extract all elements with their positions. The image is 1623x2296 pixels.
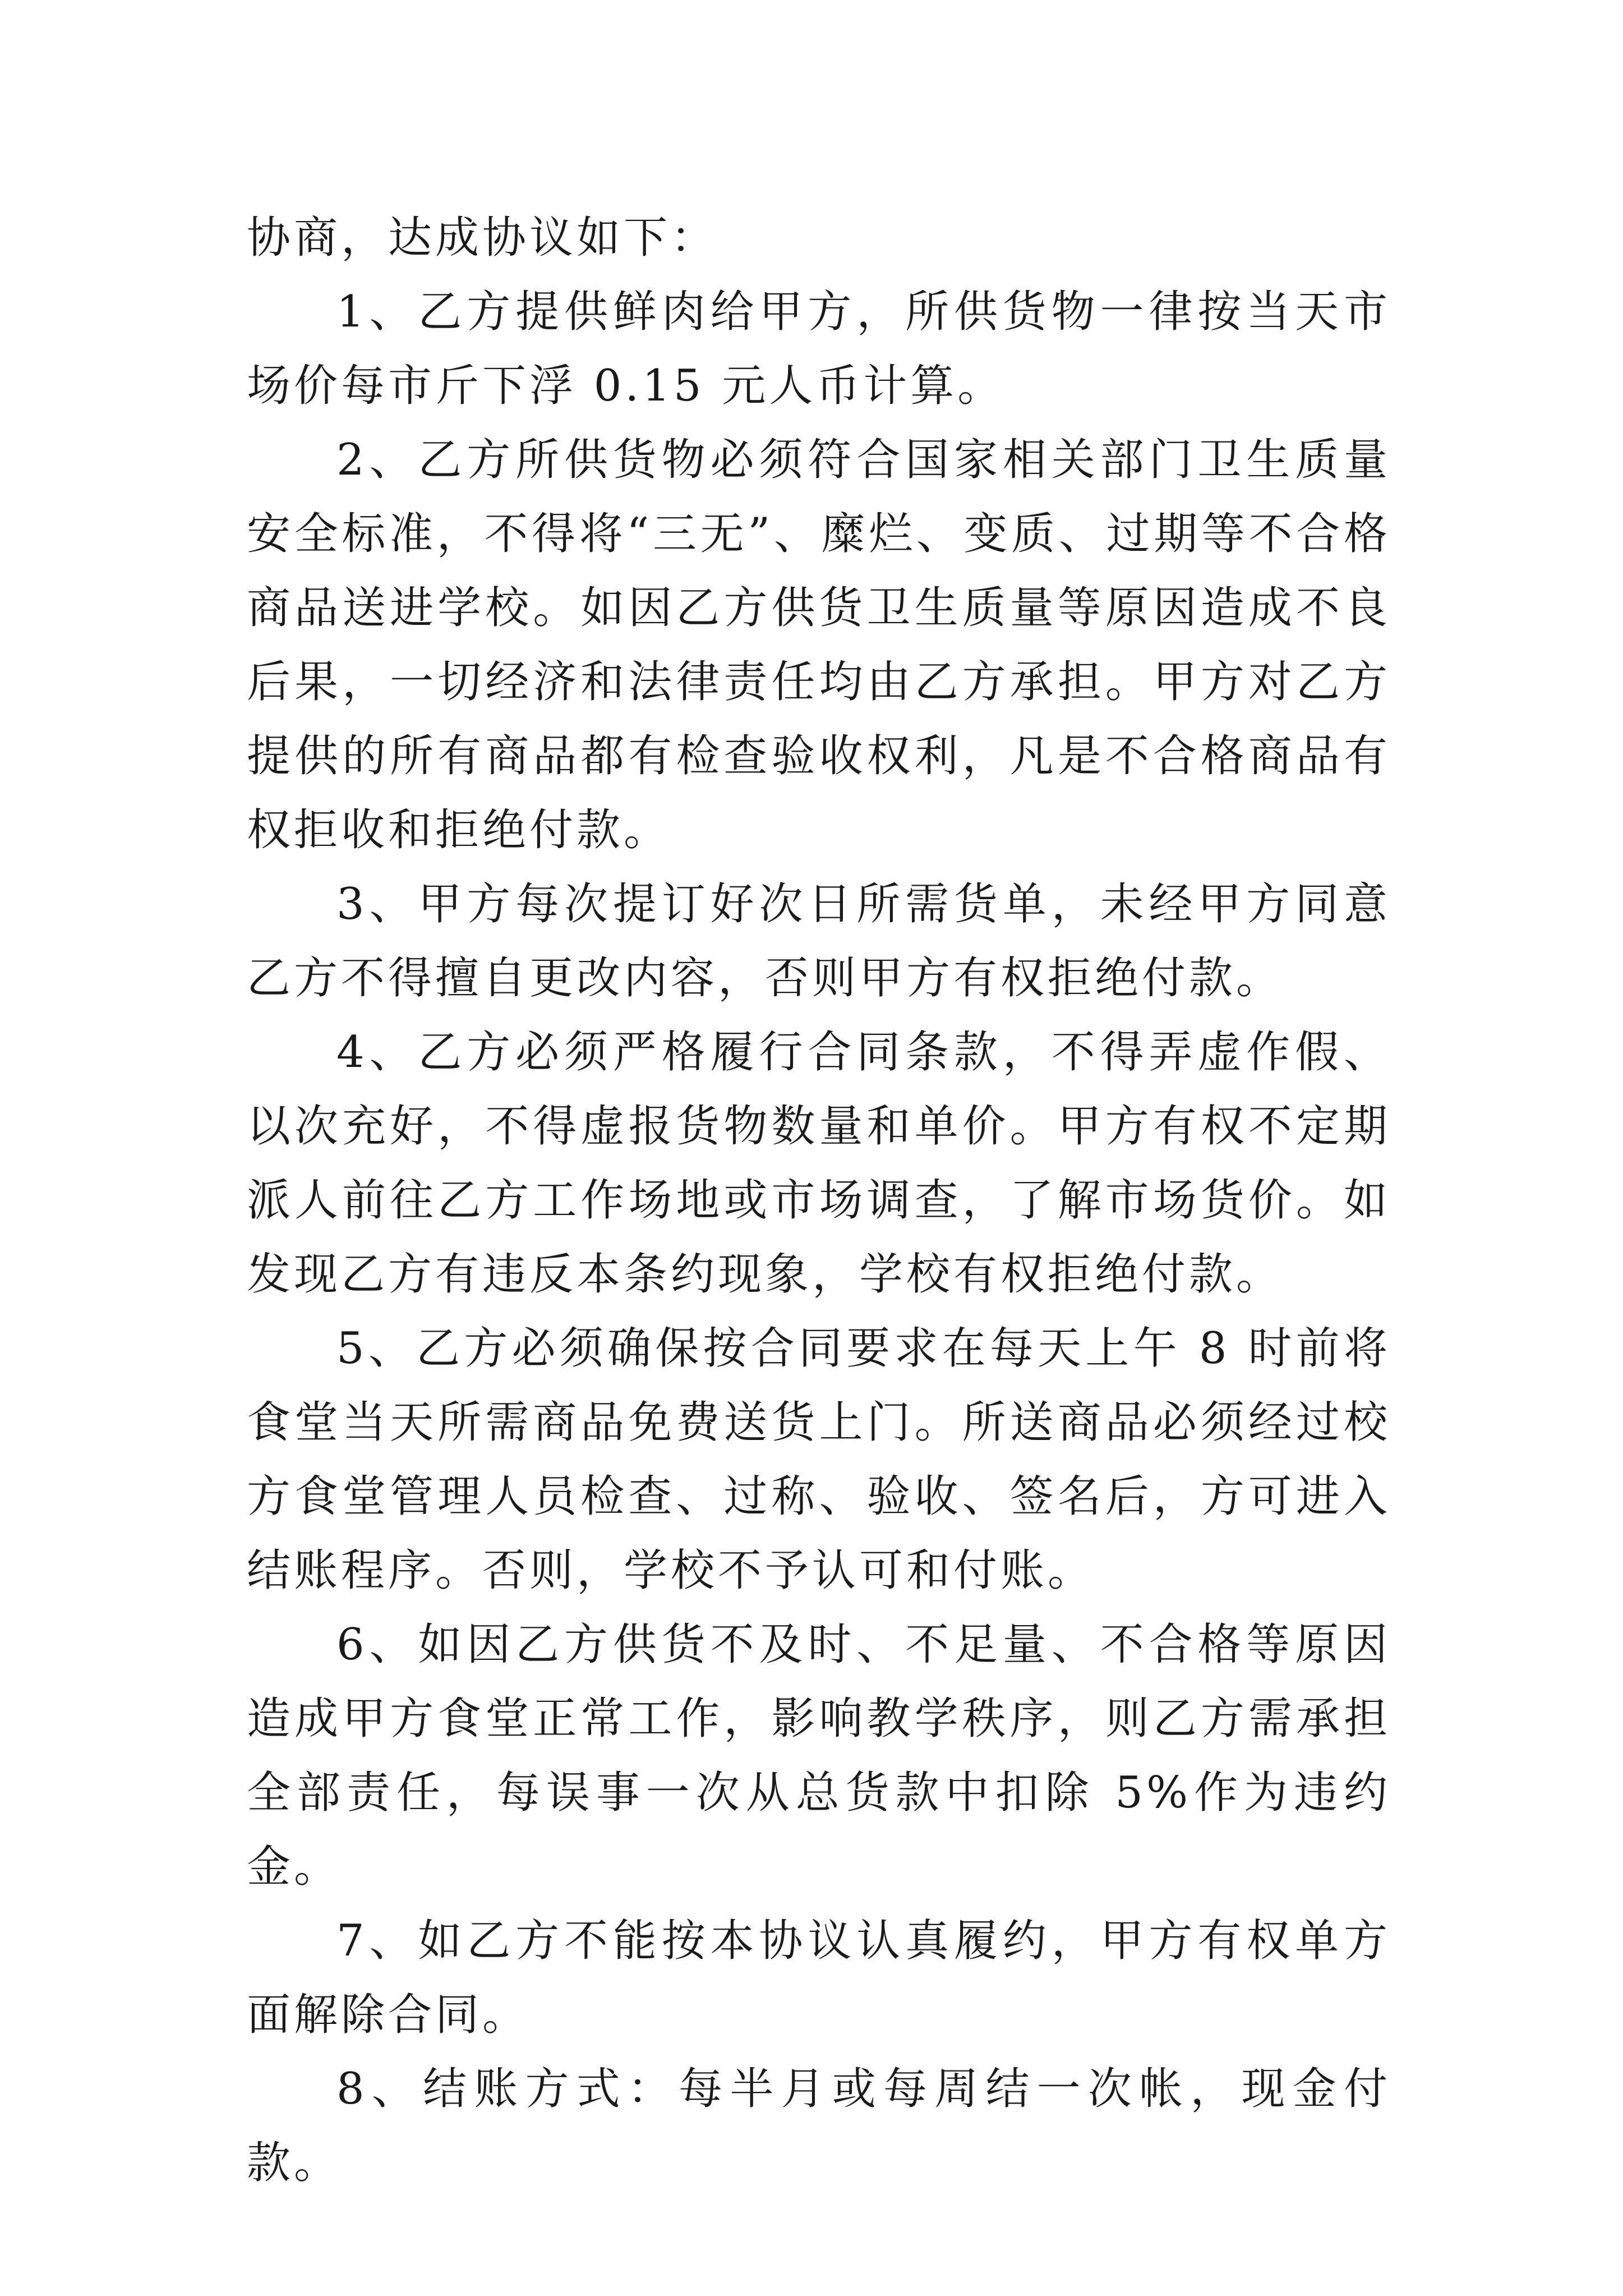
clause-3: 3、甲方每次提订好次日所需货单，未经甲方同意乙方不得擅自更改内容，否则甲方有权拒绝付款。 xyxy=(247,879,1391,1004)
paragraph-intro: 协商，达成协议如下： xyxy=(247,213,718,263)
clause-6: 6、如因乙方供货不及时、不足量、不合格等原因造成甲方食堂正常工作，影响教学秩序，则乙方需承担全部责任，每误事一次从总货款中扣除 5%作为违约金。 xyxy=(247,1619,1391,1892)
clause-5: 5、乙方必须确保按合同要求在每天上午 8 时前将食堂当天所需商品免费送货上门。所送商品必须经过校方食堂管理人员检查、过称、验收、签名后，方可进入结账程序。否则，学校不予认可和付账。 xyxy=(247,1323,1391,1596)
clause-2: 2、乙方所供货物必须符合国家相关部门卫生质量安全标准，不得将“三无”、糜烂、变质、过期等不合格商品送进学校。如因乙方供货卫生质量等原因造成不良后果，一切经济和法律责任均由乙方承担。甲方对乙方提供的所有商品都有检查验收权利，凡是不合格商品有权拒收和拒绝付款。 xyxy=(247,435,1391,855)
clause-1: 1、乙方提供鲜肉给甲方，所供货物一律按当天市场价每市斤下浮 0.15 元人币计算。 xyxy=(247,287,1391,411)
clause-8: 8、结账方式：每半月或每周结一次帐，现金付款。 xyxy=(247,2064,1391,2188)
clause-4: 4、乙方必须严格履行合同条款，不得弄虚作假、以次充好，不得虚报货物数量和单价。甲方有权不定期派人前往乙方工作场地或市场调查，了解市场货价。如发现乙方有违反本条约现象，学校有权拒绝付款。 xyxy=(247,1027,1391,1300)
clause-7: 7、如乙方不能按本协议认真履约，甲方有权单方面解除合同。 xyxy=(247,1916,1391,2040)
document-body xyxy=(247,201,1391,2200)
